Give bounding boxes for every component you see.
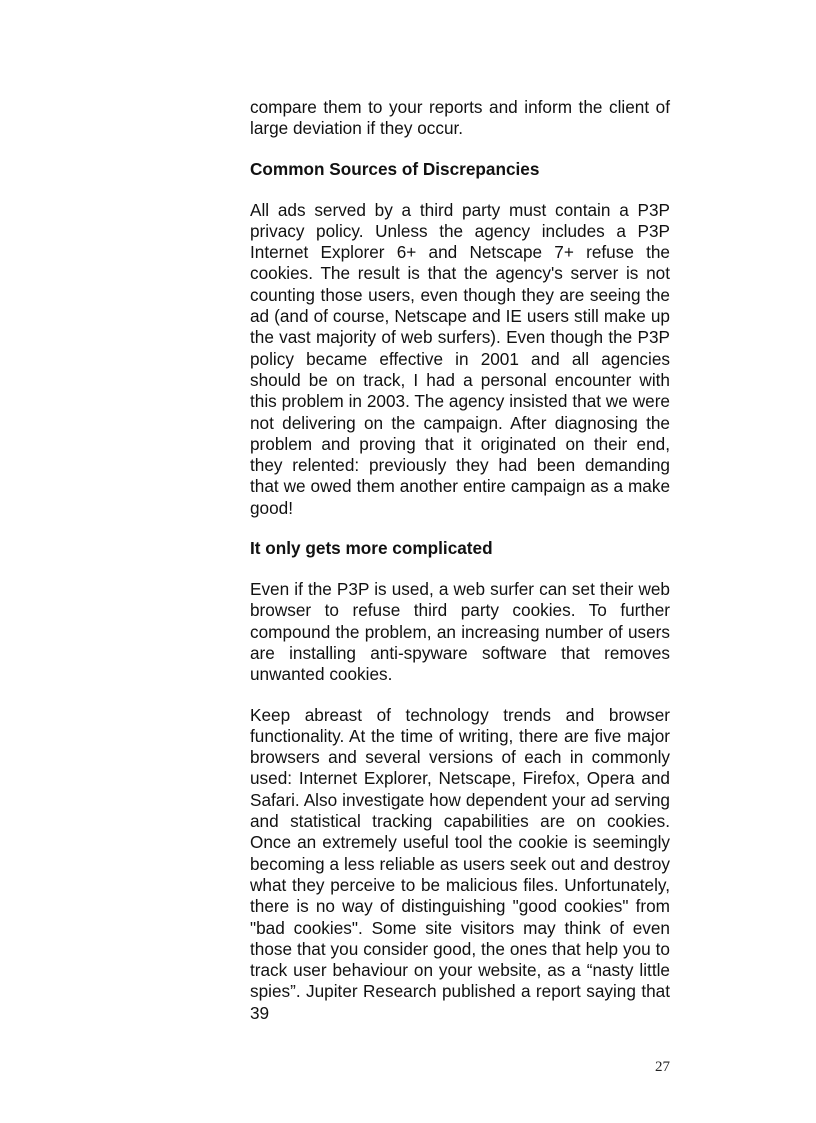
body-paragraph-1: compare them to your reports and inform the client of large deviation if they occur. xyxy=(250,97,670,139)
body-paragraph-4: Keep abreast of technology trends and browser functionality. At the time of writing, there are five major browsers and several versions of each in commonly used: Internet Explorer, Netscape, Firefox, Opera and Safari. Also investigate how dependent your ad serving and statistical tracking capabilities are on cookies. Once an extremely useful tool the cookie is seemingly becoming a less reliable as users seek out and destroy what they perceive to be malicious files. Unfortunately, there is no way of distinguishing "good cookies" from "bad cookies". Some site visitors may think of even those that you consider good, the ones that help you to track user behaviour on your website, as a “nasty little spies”. Jupiter Research published a report saying that 39 xyxy=(250,704,670,1023)
section-heading-discrepancies: Common Sources of Discrepancies xyxy=(250,158,540,179)
section-heading-complicated: It only gets more complicated xyxy=(250,538,493,559)
body-paragraph-2: All ads served by a third party must contain a P3P privacy policy. Unless the agency includes a P3P Internet Explorer 6+ and Netscape 7+ refuse the cookies. The result is that the agency's server is not counting those users, even though they are seeing the ad (and of course, Netscape and IE users still make up the vast majority of web surfers). Even though the P3P policy became effective in 2001 and all agencies should be on track, I had a personal encounter with this problem in 2003. The agency insisted that we were not delivering on the campaign. After diagnosing the problem and proving that it originated on their end, they relented: previously they had been demanding that we owed them another entire campaign as a make good! xyxy=(250,199,670,518)
page-number: 27 xyxy=(655,1059,670,1075)
text-column xyxy=(250,97,670,1043)
body-paragraph-3: Even if the P3P is used, a web surfer can set their web browser to refuse third party cookies. To further compound the problem, an increasing number of users are installing anti-spyware software that removes unwanted cookies. xyxy=(250,579,670,685)
